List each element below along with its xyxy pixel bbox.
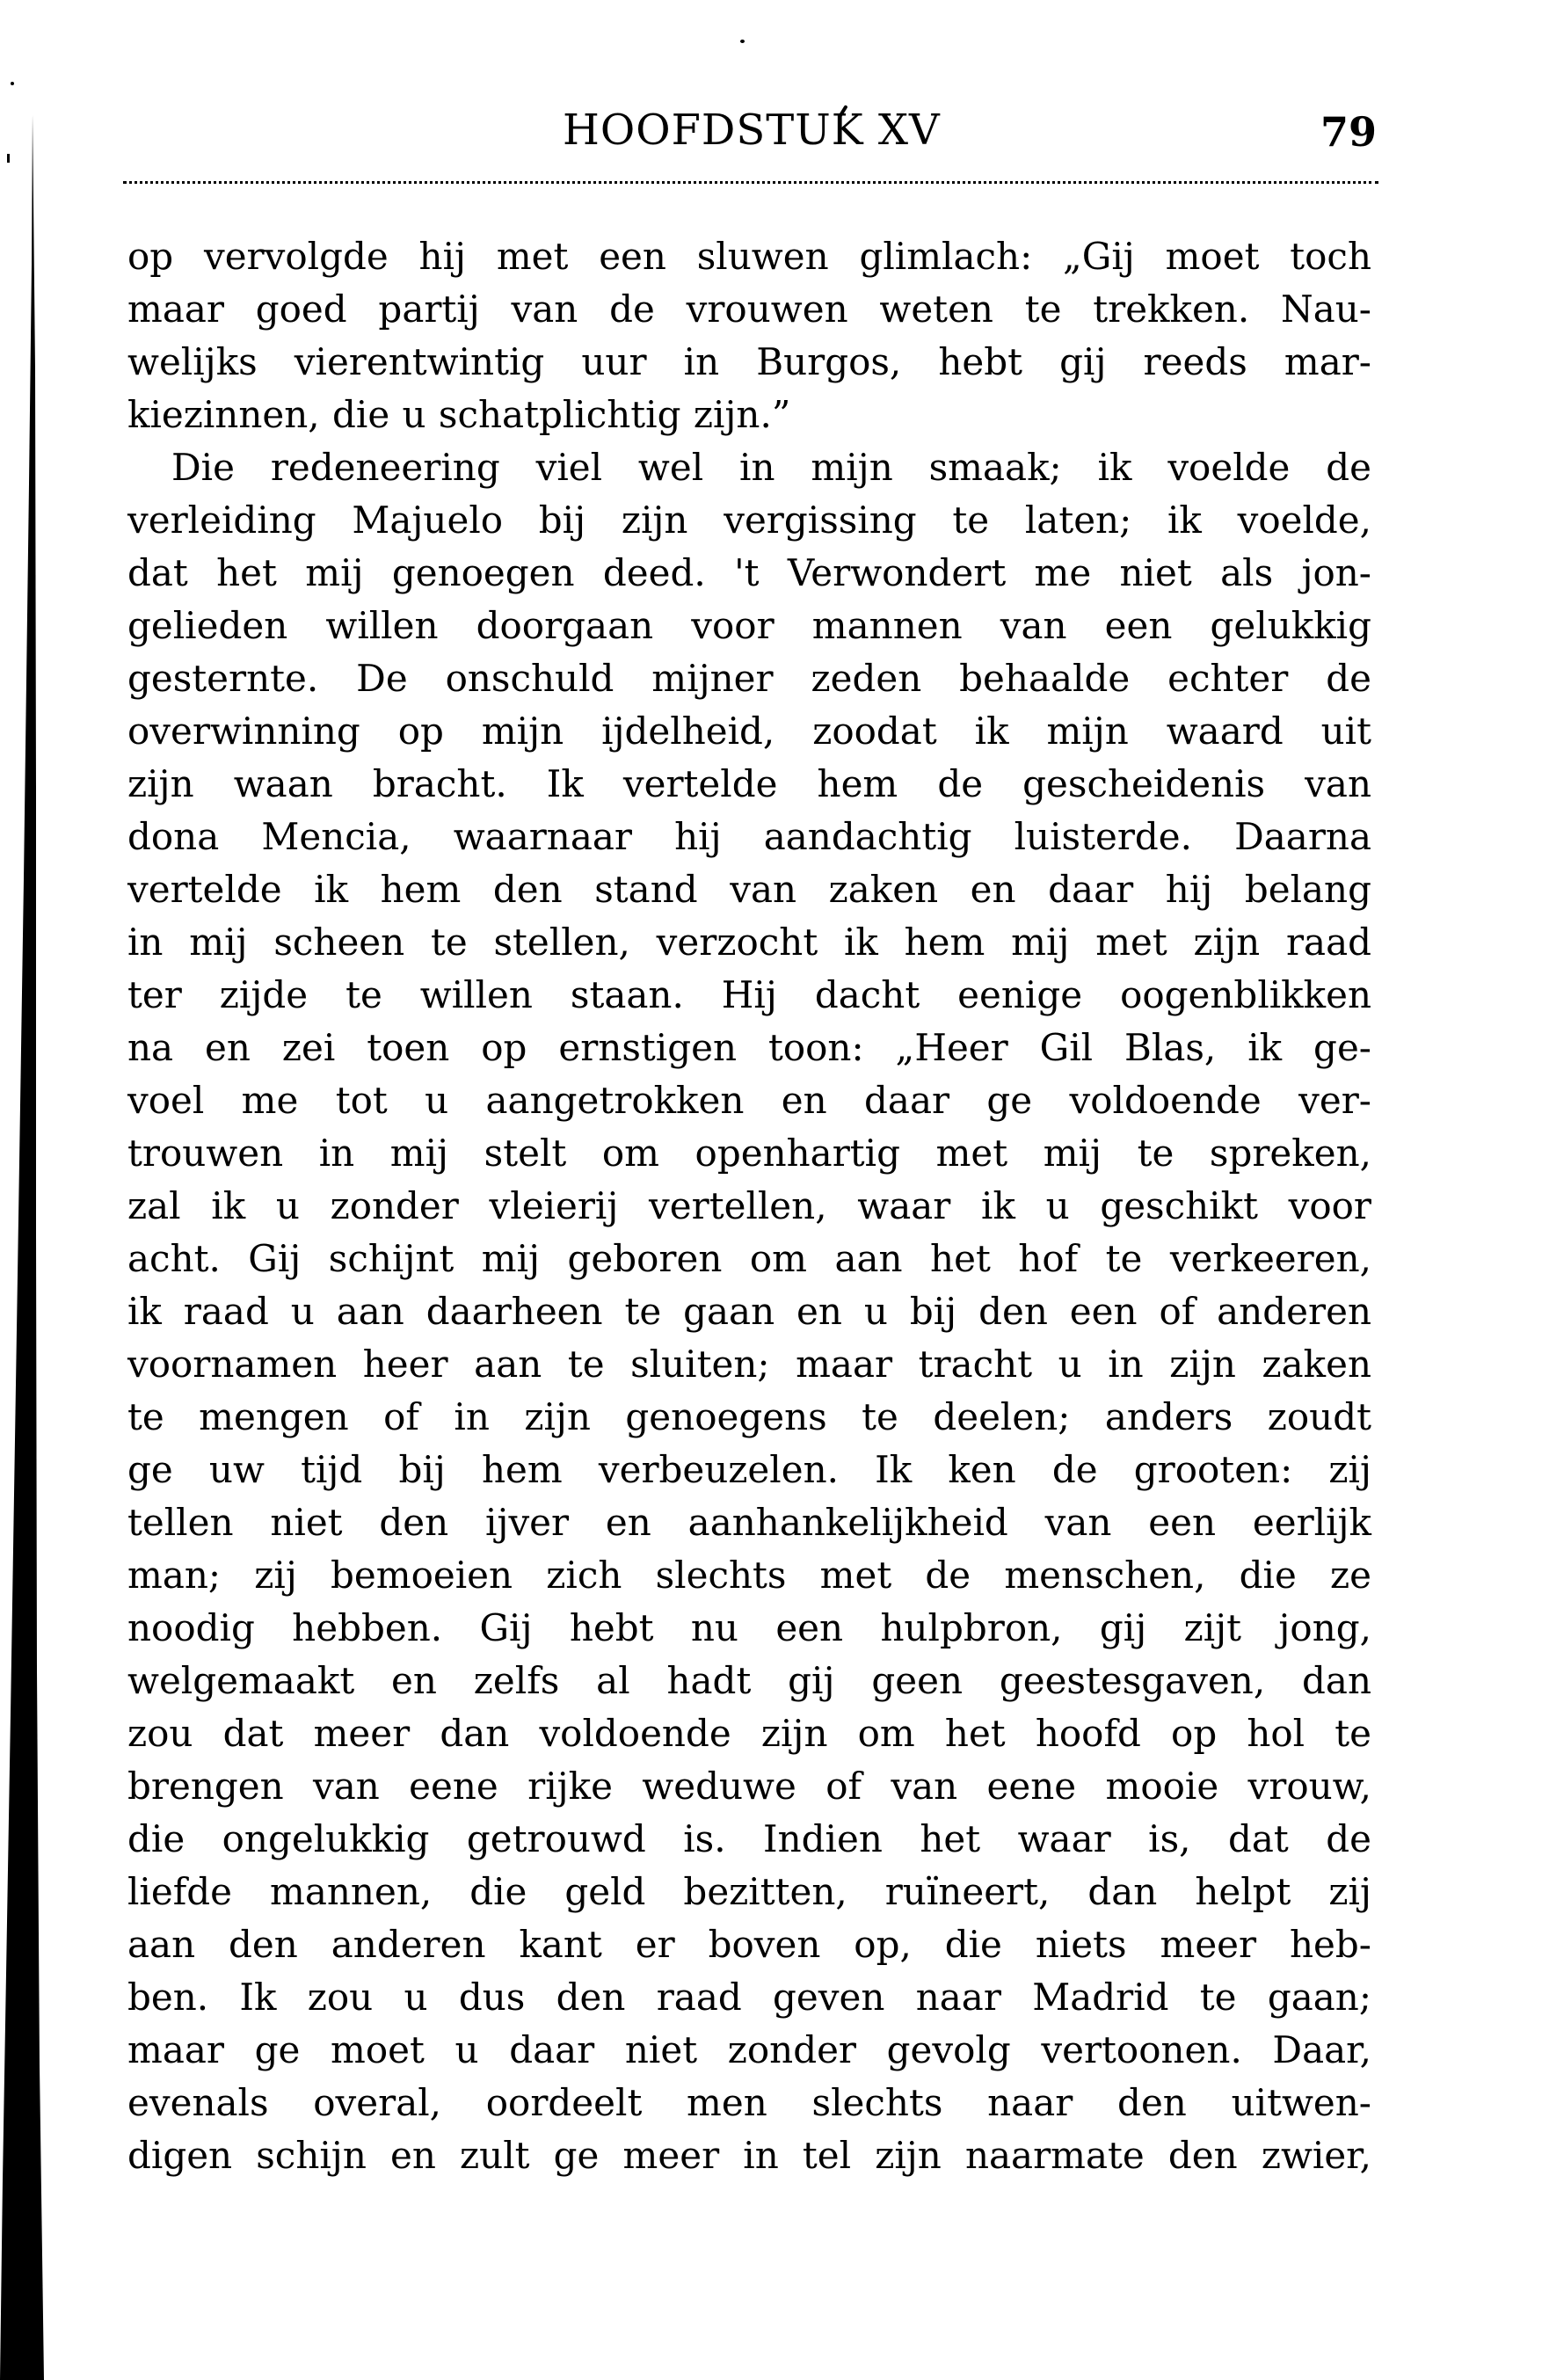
text-line: ik raad u aan daarheen te gaan en u bij den een of anderen <box>127 1290 1371 1333</box>
binding-shadow <box>0 0 53 2380</box>
text-line: trouwen in mij stelt om openhartig met mij te spreken, <box>127 1132 1371 1175</box>
text-line: overwinning op mijn ijdelheid, zoodat ik mijn waard uit <box>127 710 1371 753</box>
text-line: kiezinnen, die u schatplichtig zijn.” <box>127 393 791 436</box>
text-line: dona Mencia, waarnaar hij aandachtig luisterde. Daarna <box>127 815 1371 858</box>
text-line: aan den anderen kant er boven op, die niets meer heb- <box>127 1923 1371 1966</box>
text-line: gesternte. De onschuld mijner zeden behaalde echter de <box>127 657 1371 700</box>
text-line: in mij scheen te stellen, verzocht ik hem mij met zijn raad <box>127 921 1371 964</box>
text-line: ter zijde te willen staan. Hij dacht eenige oogenblikken <box>127 973 1371 1016</box>
text-line: op vervolgde hij met een sluwen glimlach: „Gij moet toch <box>127 235 1371 278</box>
text-line: vertelde ik hem den stand van zaken en daar hij belang <box>127 868 1371 911</box>
page-number: 79 <box>1320 108 1378 156</box>
text-line: zal ik u zonder vleierij vertellen, waar ik u geschikt voor <box>127 1184 1371 1227</box>
text-line: die ongelukkig getrouwd is. Indien het waar is, dat de <box>127 1817 1371 1860</box>
scan-speck <box>11 82 14 85</box>
text-line: dat het mij genoegen deed. 't Verwondert me niet als jon- <box>127 551 1371 594</box>
text-line: ge uw tijd bij hem verbeuzelen. Ik ken de grooten: zij <box>127 1448 1371 1491</box>
text-line: verleiding Majuelo bij zijn vergissing te laten; ik voelde, <box>127 499 1371 542</box>
text-line: welijks vierentwintig uur in Burgos, hebt gij reeds mar- <box>127 340 1371 383</box>
text-line: tellen niet den ijver en aanhankelijkheid van een eerlijk <box>127 1501 1371 1544</box>
text-line: welgemaakt en zelfs al hadt gij geen geestesgaven, dan <box>127 1659 1371 1702</box>
scan-speck <box>740 40 745 43</box>
chapter-title: HOOFDSTUK XV <box>563 106 941 155</box>
text-line: voornamen heer aan te sluiten; maar tracht u in zijn zaken <box>127 1343 1371 1386</box>
text-line: zou dat meer dan voldoende zijn om het hoofd op hol te <box>127 1712 1371 1755</box>
dotted-divider <box>123 181 1378 184</box>
text-line: man; zij bemoeien zich slechts met de menschen, die ze <box>127 1554 1371 1597</box>
text-line: acht. Gij schijnt mij geboren om aan het hof te verkeeren, <box>127 1237 1371 1280</box>
text-line: voel me tot u aangetrokken en daar ge voldoende ver- <box>127 1079 1371 1122</box>
text-line: gelieden willen doorgaan voor mannen van een gelukkig <box>127 604 1371 647</box>
text-line: maar goed partij van de vrouwen weten te trekken. Nau- <box>127 287 1371 331</box>
text-line: te mengen of in zijn genoegens te deelen; anders zoudt <box>127 1395 1371 1438</box>
text-line: evenals overal, oordeelt men slechts naar den uitwen- <box>127 2081 1371 2124</box>
text-line: digen schijn en zult ge meer in tel zijn naarmate den zwier, <box>127 2134 1371 2177</box>
text-line: zijn waan bracht. Ik vertelde hem de gescheidenis van <box>127 762 1371 805</box>
text-line: liefde mannen, die geld bezitten, ruïneert, dan helpt zij <box>127 1870 1371 1913</box>
text-line: ben. Ik zou u dus den raad geven naar Madrid te gaan; <box>127 1976 1371 2019</box>
text-line: maar ge moet u daar niet zonder gevolg vertoonen. Daar, <box>127 2028 1371 2071</box>
text-line: na en zei toen op ernstigen toon: „Heer Gil Blas, ik ge- <box>127 1026 1371 1069</box>
text-line: noodig hebben. Gij hebt nu een hulpbron, gij zijt jong, <box>127 1606 1371 1649</box>
scan-speck <box>7 154 10 163</box>
text-block <box>127 230 1371 2182</box>
text-line: brengen van eene rijke weduwe of van eene mooie vrouw, <box>127 1765 1371 1808</box>
text-line: Die redeneering viel wel in mijn smaak; ik voelde de <box>171 446 1371 489</box>
